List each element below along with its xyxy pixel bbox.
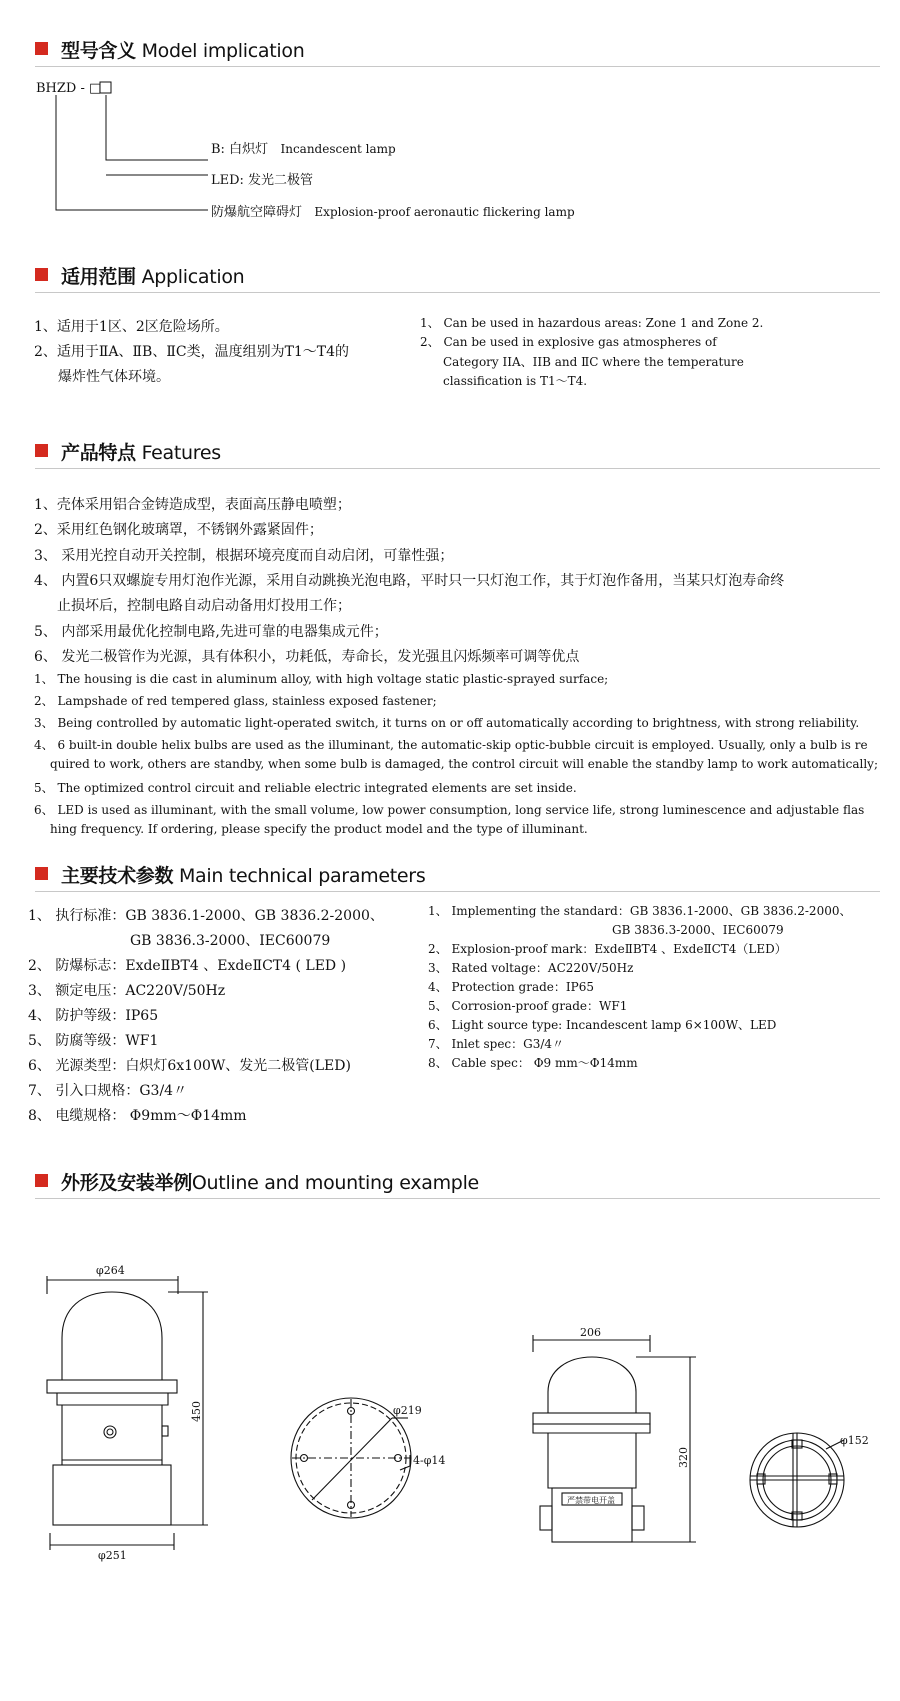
param-cn-1: 1、 执行标准：GB 3836.1-2000、GB 3836.2-2000、 [28,908,384,924]
param-en-3: 3、 Rated voltage：AC220V/50Hz [428,961,634,975]
feature-en-7: 6、 LED is used as illuminant, with the small volume, low power consumption, long service life, strong luminescence and adjustable flas [34,803,865,817]
model-leader-2 [56,95,208,210]
param-en-6: 6、 Light source type: Incandescent lamp 6×100W、LED [428,1018,777,1032]
dim-d152: φ152 [840,1434,869,1447]
feature-cn-2: 2、采用红色钢化玻璃罩，不锈钢外露紧固件； [34,522,323,538]
dim-h450: 450 [190,1401,203,1422]
feature-en-6: 5、 The optimized control circuit and reliable electric integrated elements are set inside. [34,781,577,795]
param-cn-3: 3、 额定电压：AC220V/50Hz [28,983,226,999]
param-cn-8: 8、 电缆规格： Φ9mm～Φ14mm [28,1108,247,1124]
model-led: LED: 发光二极管 [211,173,314,188]
model-code: BHZD - □ [36,81,102,96]
param-en-5: 5、 Corrosion-proof grade：WF1 [428,999,628,1013]
application-en-4: classification is T1～T4. [443,374,588,388]
feature-cn-1: 1、壳体采用铝合金铸造成型，表面高压静电喷塑； [34,497,351,513]
section-header-application [35,258,880,293]
dim-d251: φ251 [98,1549,127,1562]
section-title-application: 适用范围 Application [61,266,245,288]
feature-cn-4: 4、 内置6只双螺旋专用灯泡作光源，采用自动跳换光泡电路，平时只一只灯泡工作，其于灯泡作备用，当某只灯泡寿命终 [34,573,785,589]
feature-en-1: 1、 The housing is die cast in aluminum alloy, with high voltage static plastic-sprayed surface; [34,672,609,686]
application-cn-3: 爆炸性气体环境。 [58,369,170,385]
section-header-features [35,434,880,469]
param-en-4: 4、 Protection grade：IP65 [428,980,594,994]
param-cn-6: 6、 光源类型：白炽灯6x100W、发光二极管(LED) [28,1058,351,1074]
dim-d264: φ264 [96,1264,125,1277]
section-title-features: 产品特点 Features [61,442,221,464]
feature-cn-5: 止损坏后，控制电路自动启动备用灯投用工作； [57,598,351,614]
section-header-outline [35,1164,880,1199]
feature-cn-3: 3、 采用光控自动开关控制，根据环境亮度而自动启闭，可靠性强； [34,548,454,564]
feature-en-2: 2、 Lampshade of red tempered glass, stainless exposed fastener; [34,694,437,708]
param-cn-4: 4、 防护等级：IP65 [28,1008,159,1024]
dim-h320: 320 [677,1447,690,1468]
section-header-model [35,32,880,67]
feature-en-3: 3、 Being controlled by automatic light-operated switch, it turns on or off automatically according to brightness, with strong reliability. [34,716,860,730]
application-en-1: 1、 Can be used in hazardous areas: Zone 1 and Zone 2. [420,316,764,330]
param-cn-1b: GB 3836.3-2000、IEC60079 [130,933,331,949]
param-en-2: 2、 Explosion-proof mark：ExdeⅡBT4 、ExdeⅡCT4（LED） [428,942,787,956]
section-title-model: 型号含义 Model implication [61,40,305,62]
model-leader-1 [106,95,208,160]
feature-en-5: quired to work, others are standby, when some bulb is damaged, the control circuit will enable the standby lamp to work automatically; [50,757,878,771]
red-square-icon [35,867,48,880]
model-box-icon [100,82,111,93]
param-cn-5: 5、 防腐等级：WF1 [28,1033,159,1049]
dim-holes: 4-φ14 [413,1454,446,1467]
section-title-outline: 外形及安装举例Outline and mounting example [61,1172,479,1194]
red-square-icon [35,1174,48,1187]
param-cn-7: 7、 引入口规格：G3/4〃 [28,1083,188,1099]
dim-d219: φ219 [393,1404,422,1417]
feature-cn-7: 6、 发光二极管作为光源，具有体积小，功耗低，寿命长，发光强且闪烁频率可调等优点 [34,649,580,665]
lamp-top-view-2 [750,1433,844,1527]
red-square-icon [35,268,48,281]
param-cn-2: 2、 防爆标志：ExdeⅡBT4 、ExdeⅡCT4 ( LED ) [28,958,347,974]
param-en-1b: GB 3836.3-2000、IEC60079 [612,923,784,937]
feature-cn-6: 5、 内部采用最优化控制电路,先进可靠的电器集成元件； [34,624,388,640]
feature-en-4: 4、 6 built-in double helix bulbs are used as the illuminant, the automatic-skip optic-bubble circuit is employed. Usually, only a bulb is re [34,738,868,752]
param-en-8: 8、 Cable spec： Φ9 mm～Φ14mm [428,1056,638,1070]
dim-w206: 206 [580,1326,601,1339]
red-square-icon [35,42,48,55]
model-main: 防爆航空障碍灯 Explosion-proof aeronautic flickering lamp [211,205,575,220]
application-cn-2: 2、适用于ⅡA、ⅡB、ⅡC类，温度组别为T1～T4的 [34,344,350,360]
application-en-2: 2、 Can be used in explosive gas atmospheres of [420,335,717,349]
lamp-side-view-1 [47,1276,208,1550]
feature-en-8: hing frequency. If ordering, please specify the product model and the type of illuminant. [50,822,588,836]
lamp-side-view-2 [533,1335,696,1542]
application-cn-1: 1、适用于1区、2区危险场所。 [34,319,229,335]
red-square-icon [35,444,48,457]
param-en-1: 1、 Implementing the standard：GB 3836.1-2000、GB 3836.2-2000、 [428,904,852,918]
section-header-params [35,857,880,892]
param-en-7: 7、 Inlet spec：G3/4〃 [428,1037,565,1051]
section-title-params: 主要技术参数 Main technical parameters [61,865,426,887]
lamp-top-view-1 [291,1398,411,1518]
switch-warning-label: 严禁带电开盖 [567,1496,615,1505]
application-en-3: Category IIA、IIB and ⅡC where the temperature [443,355,744,369]
model-b-cn: B: 白炽灯 Incandescent lamp [211,142,396,157]
